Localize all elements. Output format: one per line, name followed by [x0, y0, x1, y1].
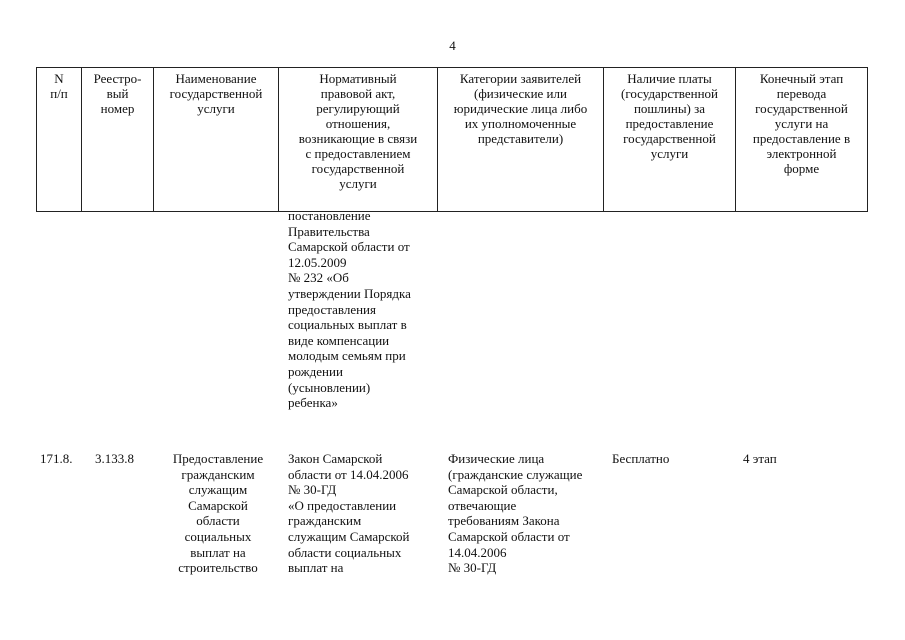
services-table-header: [36, 67, 868, 212]
row-final-stage: 4 этап: [743, 451, 777, 466]
column-header-number: N п/п: [37, 68, 82, 212]
row-legal-act: Закон Самарской области от 14.04.2006 № 30-ГД «О предоставлении гражданским служащим Самарской области социальных выплат на: [288, 451, 410, 576]
column-header-final-stage: Конечный этап перевода государственной услуги на предоставление в электронной форме: [736, 68, 868, 212]
row-registry-number: 3.133.8: [95, 451, 134, 466]
column-header-service-name: Наименование государственной услуги: [154, 68, 279, 212]
continuation-legal-act: постановление Правительства Самарской области от 12.05.2009 № 232 «Об утверждении Порядка предоставления социальных выплат в виде компенсации молодым семьям при рождении (усыновлении) ребенка»: [288, 208, 411, 411]
page-number: 4: [449, 38, 456, 53]
row-service-name: Предоставление гражданским служащим Самарской области социальных выплат на строительство: [172, 451, 264, 576]
column-header-registry: Реестро- вый номер: [82, 68, 154, 212]
column-header-fee: Наличие платы (государственной пошлины) за предоставление государственной услуги: [604, 68, 736, 212]
row-applicants: Физические лица (гражданские служащие Самарской области, отвечающие требованиям Закона Самарской области от 14.04.2006 № 30-ГД: [448, 451, 583, 576]
column-header-applicants: Категории заявителей (физические или юридические лица либо их уполномоченные представители): [438, 68, 604, 212]
column-header-legal-act: Нормативный правовой акт, регулирующий отношения, возникающие в связи с предоставлением государственной услуги: [279, 68, 438, 212]
row-number: 171.8.: [40, 451, 73, 466]
row-fee: Бесплатно: [612, 451, 670, 466]
